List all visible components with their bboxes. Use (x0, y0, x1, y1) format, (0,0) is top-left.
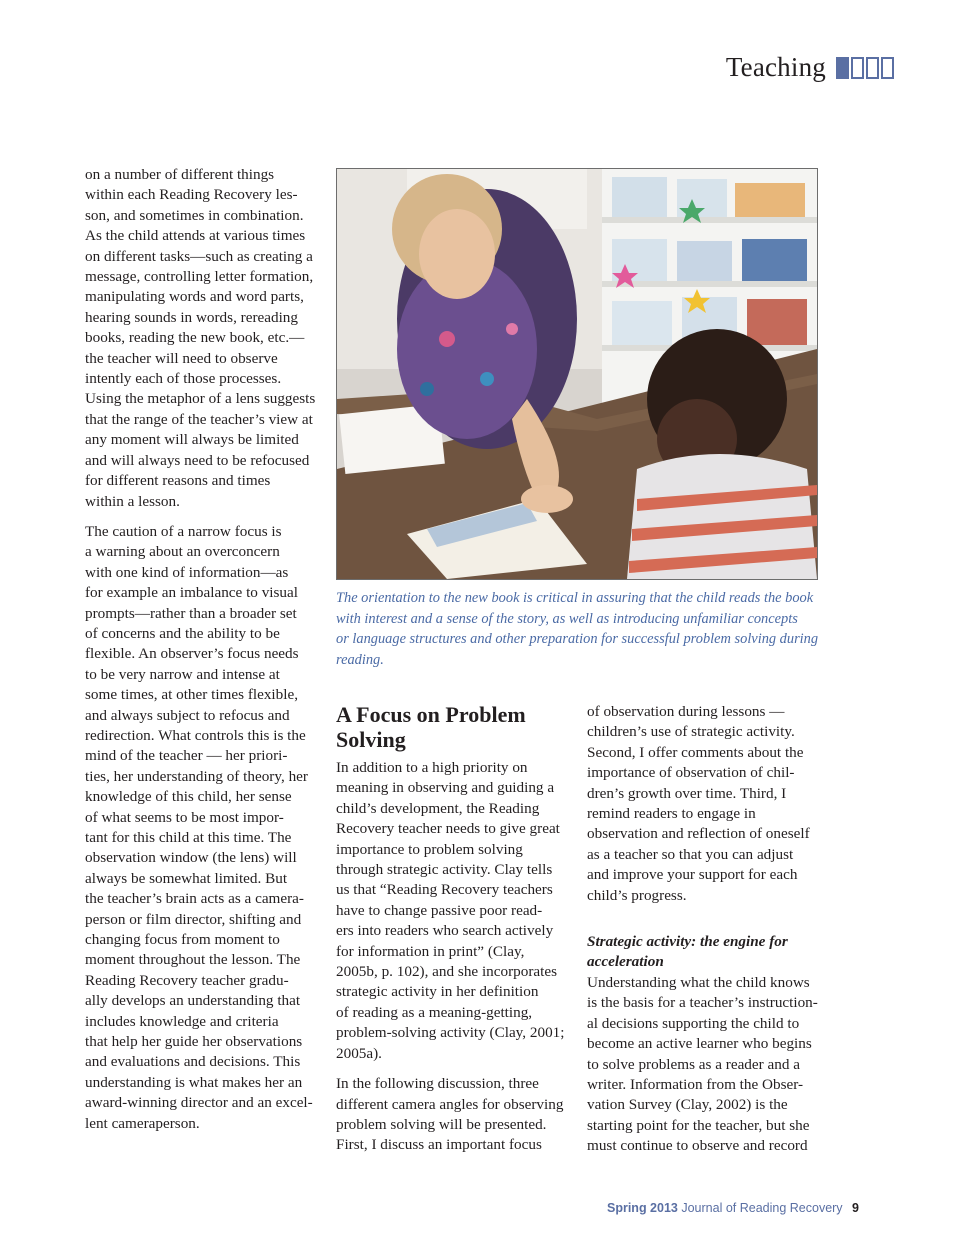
journal-name: Journal of Reading Recovery (681, 1201, 843, 1215)
paragraph: The caution of a narrow focus is a warning about an overconcern with one kind of information—as for example an imbalance to visual prompts—rather than a broader set of concerns and the ability to be flexible. An observer’s focus needs to be very narrow and intense at some times, at other times flexible, and always subject to refocus and redirection. What controls this is the mind of the teacher — her priori- ties, her understanding of theory, her knowledge of this child, her sense of what seems to be most impor- tant for this child at this time. The observation window (the lens) will always be somewhat limited. But the teacher’s brain acts as a camera- person or film director, shifting and changing focus from moment to moment throughout the lesson. The Reading Recovery teacher gradu- ally develops an understanding that includes knowledge and criteria that help her guide her observations and evaluations and decisions. This understanding is what makes her an award-winning director and an excel- lent cameraperson. (85, 522, 313, 1132)
marker-box (851, 57, 864, 79)
page-footer (607, 1201, 859, 1215)
subheading: Strategic activity: the engine for acceleration (587, 933, 788, 971)
section-heading: A Focus on Problem Solving (336, 702, 526, 752)
page-number: 9 (852, 1201, 859, 1215)
paragraph: In addition to a high priority on meaning in observing and guiding a child’s development, the Reading Recovery teacher needs to give great importance to problem solving through strategic activity. Clay tells us that “Reading Recovery teachers have to change passive poor read- ers into readers who search actively for information in print” (Clay, 2005b, p. 102), and she incorporates strategic activity in her definition of reading as a meaning-getting, problem-solving activity (Clay, 2001; 2005a). (336, 759, 565, 1062)
section-marker-icon (836, 57, 894, 79)
photo-caption: The orientation to the new book is critical in assuring that the child reads the book with interest and a sense of the story, as well as introducing unfamiliar concepts or language structures and other preparation for successful problem solving during reading. (336, 590, 819, 668)
issue-season: Spring 2013 (607, 1201, 678, 1215)
running-header (726, 52, 894, 83)
paragraph: on a number of different things within each Reading Recovery les- son, and sometimes in combination. As the child attends at various times on different tasks—such as creating a message, controlling letter formation, manipulating words and word parts, hearing sounds in words, rereading books, reading the new book, etc.— the teacher will need to observe intently each of those processes. Using the metaphor of a lens suggests that the range of the teacher’s view at any moment will always be limited and will always need to be refocused for different reasons and times within a lesson. (85, 166, 316, 510)
column-left (85, 165, 325, 1144)
paragraph: In the following discussion, three different camera angles for observing problem solving will be presented. First, I discuss an important focus (336, 1075, 564, 1154)
photo-illustration (337, 169, 817, 579)
column-middle (336, 702, 572, 1166)
paragraph: of observation during lessons — children’s use of strategic activity. Second, I offer comments about the importance of observation of chil- dren’s growth over time. Third, I remind readers to engage in observation and reflection of oneself as a teacher so that you can adjust and improve your support for each child’s progress. (587, 703, 810, 904)
section-title: Teaching (725, 52, 826, 82)
marker-box (881, 57, 894, 79)
marker-box (836, 57, 849, 79)
paragraph: Understanding what the child knows is the basis for a teacher’s instruction- al decisions supporting the child to become an active learner who begins to solve problems as a reader and a writer. Information from the Obser- vation Survey (Clay, 2002) is the starting point for the teacher, but she must continue to observe and record (587, 973, 818, 1155)
marker-box (866, 57, 879, 79)
column-right (587, 702, 823, 1167)
classroom-photo (336, 168, 818, 580)
